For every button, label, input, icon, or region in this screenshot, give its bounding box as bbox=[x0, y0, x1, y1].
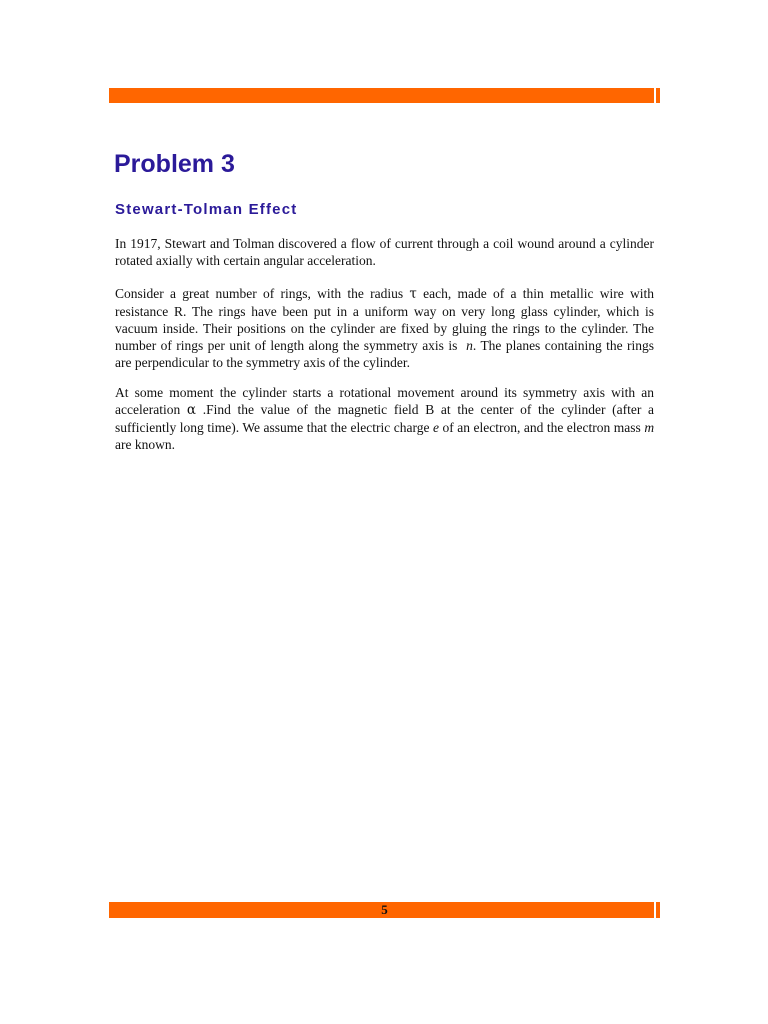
paragraph-question-text-a: At some moment the cylinder starts a rotational movement around its symmetry axis with an acceleration bbox=[115, 385, 654, 417]
paragraph-setup-text-b: each, made of a thin metallic wire with resistance R. The rings have been put in a uniform way on very long glass cylinder, which is vacuum inside. Their positions on the cylinder are fixed by gluing the rings to the cylinder. The number of rings per unit of length along the symmetry axis is bbox=[115, 286, 654, 353]
symbol-alpha: α bbox=[186, 402, 197, 418]
paragraph-question-text-c: of an electron, and the electron mass bbox=[442, 420, 641, 435]
footer-bar-tick bbox=[654, 902, 656, 918]
problem-title: Problem 3 bbox=[114, 150, 235, 178]
paragraph-question bbox=[115, 384, 654, 453]
header-bar bbox=[109, 88, 660, 103]
page-number: 5 bbox=[381, 902, 388, 917]
paragraph-setup-text-c: . The planes containing the rings are perpendicular to the symmetry axis of the cylinder. bbox=[115, 338, 654, 370]
paragraph-intro bbox=[115, 235, 654, 269]
symbol-e: e bbox=[432, 420, 439, 435]
header-bar-tick bbox=[654, 88, 656, 103]
problem-subtitle: Stewart-Tolman Effect bbox=[115, 201, 298, 218]
paragraph-question-text-b: .Find the value of the magnetic field B at the center of the cylinder (after a sufficiently long time). We assume that the electric charge bbox=[115, 402, 655, 435]
footer-bar bbox=[109, 902, 660, 918]
paragraph-intro-text: In 1917, Stewart and Tolman discovered a flow of current through a coil wound around a cylinder rotated axially with certain angular acceleration. bbox=[115, 236, 654, 268]
symbol-n: n bbox=[466, 338, 473, 353]
paragraph-question-text-d: are known. bbox=[115, 437, 175, 452]
symbol-m: m bbox=[644, 420, 655, 435]
paragraph-setup bbox=[115, 285, 654, 371]
symbol-radius: τ bbox=[409, 286, 417, 302]
paragraph-setup-text-a: Consider a great number of rings, with the radius bbox=[115, 286, 404, 301]
